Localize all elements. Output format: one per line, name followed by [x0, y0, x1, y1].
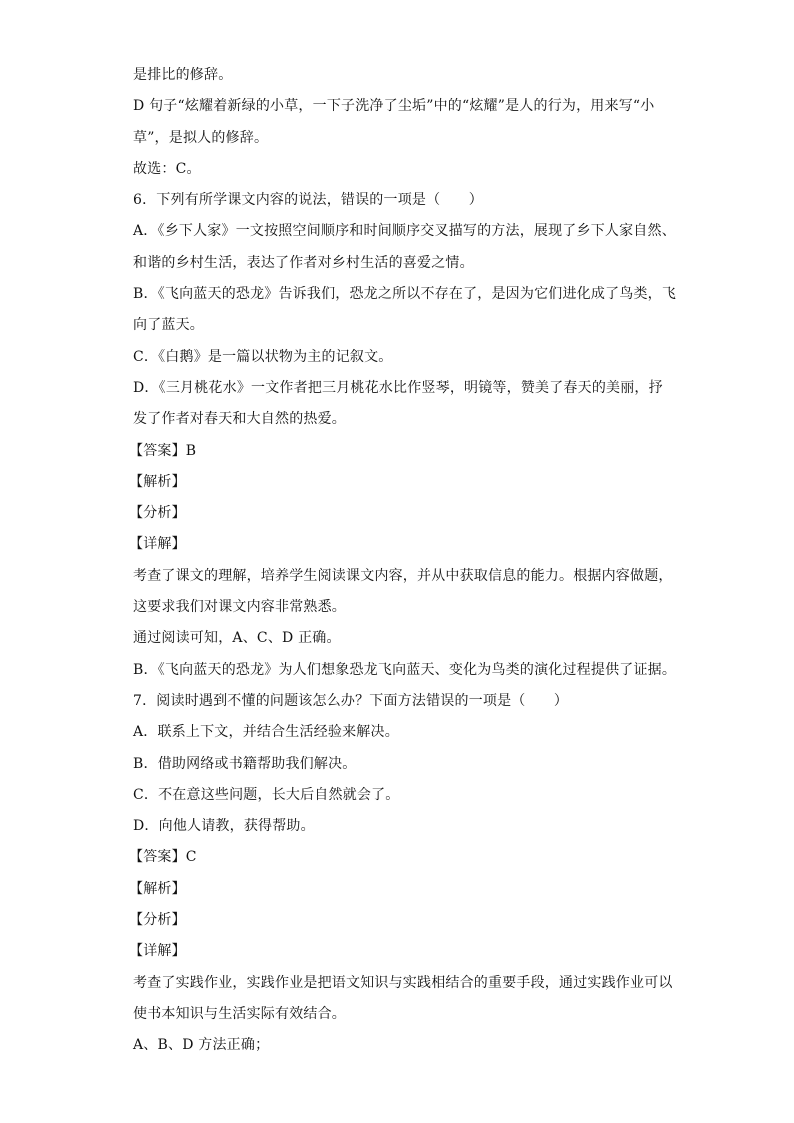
text-line: 草”，是拟人的修辞。 — [133, 129, 269, 146]
text-line: 是排比的修辞。 — [133, 67, 233, 83]
text-line: A、B、D 方法正确； — [133, 1037, 270, 1054]
text-line: 故选：C。 — [133, 160, 201, 177]
question-6-option-a: A．《乡下人家》一文按照空间顺序和时间顺序交叉描写的方法，展现了乡下人家自然、 — [133, 223, 676, 240]
text-line: 这要求我们对课文内容非常熟悉。 — [133, 599, 346, 616]
fenxi-label: 【分析】 — [129, 912, 186, 929]
text-line: 向了蓝天。 — [133, 317, 204, 334]
question-7-stem: 7．阅读时遇到不懂的问题该怎么办？下面方法错误的一项是（ ） — [133, 692, 569, 709]
text-line: 使书本知识与生活实际有效结合。 — [133, 1005, 346, 1022]
question-6-option-d: D．《三月桃花水》一文作者把三月桃花水比作竖琴，明镜等，赞美了春天的美丽，抒 — [133, 379, 663, 396]
question-6-stem: 6．下列有所学课文内容的说法，错误的一项是（ ） — [133, 192, 483, 209]
text-line: 发了作者对春天和大自然的热爱。 — [133, 411, 346, 428]
question-7-option-a: A．联系上下文，并结合生活经验来解决。 — [133, 724, 399, 741]
text-line: 和谐的乡村生活，表达了作者对乡村生活的喜爱之情。 — [133, 254, 474, 271]
text-line: 考查了课文的理解，培养学生阅读课文内容，并从中获取信息的能力。根据内容做题， — [133, 567, 673, 584]
question-7-option-b: B．借助网络或书籍帮助我们解决。 — [133, 755, 357, 772]
text-line: D 句子“炫耀着新绿的小草，一下子洗净了尘垢”中的“炫耀”是人的行为，用来写“小 — [133, 98, 655, 115]
text-line: B．《飞向蓝天的恐龙》为人们想象恐龙飞向蓝天、变化为鸟类的演化过程提供了证据。 — [133, 661, 677, 678]
answer-label: 【答案】B — [129, 442, 197, 459]
text-line: 考查了实践作业，实践作业是把语文知识与实践相结合的重要手段，通过实践作业可以 — [133, 974, 673, 991]
detail-label: 【详解】 — [129, 536, 186, 553]
text-line: 通过阅读可知，A、C、D 正确。 — [133, 630, 341, 647]
answer-label: 【答案】C — [129, 849, 197, 866]
fenxi-label: 【分析】 — [129, 505, 186, 522]
document-page — [129, 60, 677, 1062]
analysis-label: 【解析】 — [129, 880, 186, 897]
question-6-option-b: B．《飞向蓝天的恐龙》告诉我们，恐龙之所以不存在了，是因为它们进化成了鸟类，飞 — [133, 286, 677, 303]
question-7-option-c: C．不在意这些问题，长大后自然就会了。 — [133, 786, 400, 803]
question-7-option-d: D．向他人请教，获得帮助。 — [133, 818, 315, 835]
question-6-option-c: C．《白鹅》是一篇以状物为主的记叙文。 — [133, 348, 393, 365]
analysis-label: 【解析】 — [129, 473, 186, 490]
detail-label: 【详解】 — [129, 943, 186, 960]
